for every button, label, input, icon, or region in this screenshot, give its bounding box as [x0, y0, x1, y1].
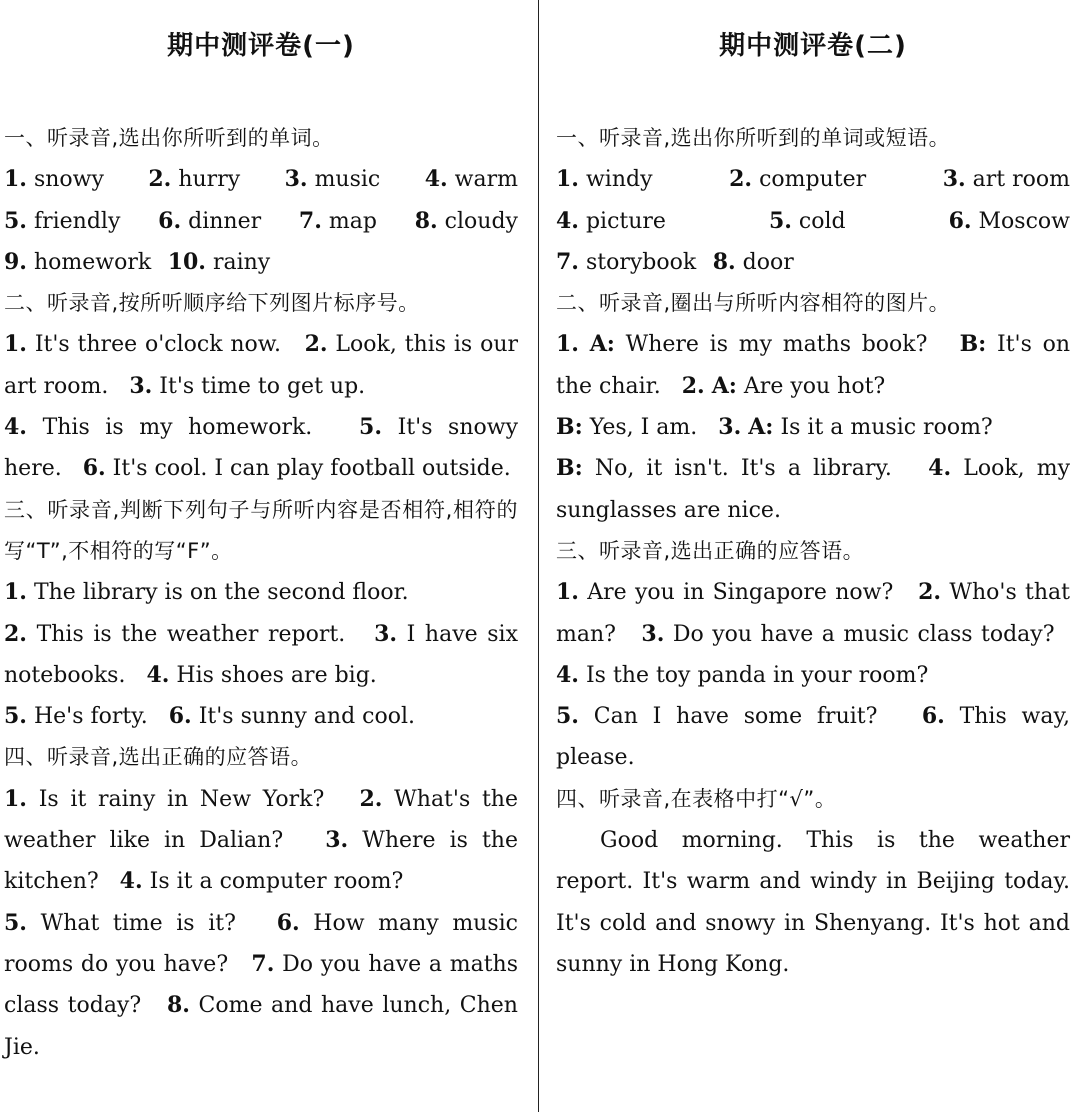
word: homework	[33, 249, 152, 275]
item-number: 5.	[556, 703, 579, 730]
sentence: It's on the chair.	[556, 332, 1070, 399]
sentence: Do you have a maths class today?	[4, 951, 518, 1019]
item-number: 3.	[374, 620, 398, 647]
word: computer	[759, 167, 867, 193]
sentence: This is the weather report.	[36, 621, 346, 647]
sentence: Who's that man?	[556, 580, 1071, 647]
weather-report-passage: Good morning. This is the weather report. It's warm and windy in Beijing today. It's cold and snowy in Shenyang. It's hot and sunny in Hong Kong.	[556, 828, 1070, 977]
right-section-2-heading: 二、听录音,圈出与所听内容相符的图片。	[556, 291, 951, 316]
item-number: 6.	[168, 703, 192, 730]
left-column	[0, 0, 530, 1112]
item-number: 5.	[359, 414, 383, 441]
item-number: 3.	[718, 414, 742, 441]
sentence: No, it isn't. It's a library.	[594, 456, 892, 482]
right-section-3-heading: 三、听录音,选出正确的应答语。	[556, 538, 865, 563]
sentence: It's sunny and cool.	[198, 704, 415, 730]
sentence: Is it a computer room?	[149, 869, 404, 895]
item-number: 2.	[4, 620, 27, 647]
word: Moscow	[978, 208, 1070, 234]
item-number: 6.	[158, 207, 182, 234]
speaker-a: A:	[748, 414, 774, 441]
sentence: This is my homework.	[42, 415, 313, 441]
item-number: 4.	[424, 166, 448, 193]
word: cold	[798, 208, 846, 234]
right-s2-paragraph	[556, 324, 1070, 530]
sentence: It's three o'clock now.	[34, 332, 282, 358]
sentence: It's snowy here.	[4, 415, 519, 482]
item-number: 1.	[4, 579, 27, 606]
item-number: 4.	[119, 868, 143, 895]
sentence: It's time to get up.	[159, 373, 366, 399]
sentence: He's forty.	[33, 704, 148, 730]
word: snowy	[33, 167, 104, 193]
item-number: 8.	[414, 207, 438, 234]
left-s1-row-1	[4, 159, 518, 200]
word: music	[314, 167, 381, 193]
speaker-a: A:	[589, 331, 615, 358]
item-number: 5.	[768, 207, 792, 234]
sentence: Look, my sunglasses are nice.	[556, 456, 1071, 523]
item-number: 7.	[556, 248, 579, 275]
item-number: 2.	[681, 372, 705, 399]
item-number: 6.	[82, 455, 106, 482]
right-s1-row-3	[556, 242, 1070, 283]
item-number: 5.	[4, 207, 27, 234]
sentence: It's cool. I can play football outside.	[112, 456, 511, 482]
sentence: How many music rooms do you have?	[4, 910, 518, 977]
left-s4-paragraph	[4, 779, 518, 1068]
item-number: 6.	[276, 909, 300, 936]
item-number: 4.	[928, 455, 952, 482]
item-number: 1.	[4, 331, 27, 358]
item-number: 3.	[284, 166, 308, 193]
speaker-b: B:	[556, 414, 583, 441]
sentence: The library is on the second floor.	[33, 580, 409, 606]
item-number: 1.	[4, 785, 27, 812]
sentence: Look, this is our art room.	[4, 332, 519, 399]
sentence: Yes, I am.	[589, 415, 698, 441]
item-number: 3.	[129, 372, 153, 399]
item-number: 1.	[556, 331, 579, 358]
item-number: 2.	[148, 166, 172, 193]
word: dinner	[188, 208, 262, 234]
item-number: 3.	[641, 620, 665, 647]
sentence: Where is my maths book?	[625, 332, 928, 358]
column-divider	[538, 0, 539, 1112]
sentence: Is it a music room?	[780, 415, 993, 441]
sentence: Where is the kitchen?	[4, 828, 518, 895]
sentence: Can I have some fruit?	[593, 704, 878, 730]
item-number: 7.	[298, 207, 322, 234]
word: warm	[454, 167, 518, 193]
item-number: 8.	[166, 992, 190, 1019]
item-number: 10.	[167, 248, 206, 275]
item-number: 3.	[942, 166, 966, 193]
left-section-3-heading: 三、听录音,判断下列句子与所听内容是否相符,相符的写“T”,不相符的写“F”。	[4, 497, 518, 563]
speaker-b: B:	[556, 455, 583, 482]
left-section-2-heading: 二、听录音,按所听顺序给下列图片标序号。	[4, 291, 420, 316]
left-title: 期中测评卷(一)	[167, 31, 355, 61]
word: cloudy	[444, 208, 518, 234]
left-s2-paragraph	[4, 324, 518, 489]
left-s1-row-3	[4, 242, 518, 283]
word: door	[742, 249, 794, 275]
item-number: 2.	[918, 579, 942, 606]
item-number: 1.	[556, 579, 579, 606]
sentence: Is it rainy in New York?	[38, 786, 325, 812]
left-section-1-heading: 一、听录音,选出你所听到的单词。	[4, 126, 334, 150]
item-number: 2.	[729, 166, 753, 193]
sentence: His shoes are big.	[176, 662, 377, 688]
item-number: 7.	[251, 950, 275, 977]
item-number: 5.	[4, 703, 27, 730]
word: rainy	[212, 249, 271, 275]
speaker-b: B:	[959, 331, 987, 358]
item-number: 5.	[4, 909, 27, 936]
sentence: Is the toy panda in your room?	[585, 662, 929, 688]
item-number: 4.	[556, 207, 579, 234]
item-number: 6.	[948, 207, 972, 234]
item-number: 4.	[556, 661, 579, 688]
right-title: 期中测评卷(二)	[719, 31, 907, 61]
item-number: 4.	[146, 661, 170, 688]
word: hurry	[178, 167, 241, 193]
sentence: I have six notebooks.	[4, 621, 519, 688]
sentence: This way, please.	[556, 704, 1070, 771]
left-section-4-heading: 四、听录音,选出正确的应答语。	[4, 745, 313, 770]
item-number: 2.	[359, 785, 383, 812]
sentence: What's the weather like in Dalian?	[4, 786, 518, 854]
left-s1-row-2	[4, 201, 518, 242]
sentence: What time is it?	[40, 910, 236, 936]
word: picture	[585, 208, 666, 234]
sentence: Are you hot?	[743, 373, 886, 399]
item-number: 2.	[304, 331, 328, 358]
right-section-4-heading: 四、听录音,在表格中打“√”。	[556, 786, 837, 811]
word: map	[328, 208, 377, 234]
right-s1-row-1	[556, 159, 1070, 200]
sentence: Come and have lunch, Chen Jie.	[4, 993, 518, 1060]
item-number: 6.	[921, 703, 945, 730]
sentence: Do you have a music class today?	[672, 621, 1055, 647]
item-number: 4.	[4, 414, 27, 441]
speaker-a: A:	[711, 372, 737, 399]
word: art room	[972, 167, 1070, 193]
item-number: 1.	[4, 166, 27, 193]
item-number: 1.	[556, 166, 579, 193]
sentence: Are you in Singapore now?	[587, 580, 894, 606]
word: windy	[585, 167, 653, 193]
word: storybook	[585, 249, 697, 275]
right-section-1-heading: 一、听录音,选出你所听到的单词或短语。	[556, 126, 951, 150]
right-s3-paragraph	[556, 572, 1070, 778]
right-column	[552, 0, 1078, 1112]
item-number: 3.	[325, 827, 349, 854]
right-s1-row-2	[556, 201, 1070, 242]
left-s3-paragraph	[4, 572, 518, 737]
item-number: 8.	[712, 248, 736, 275]
item-number: 9.	[4, 248, 27, 275]
word: friendly	[33, 208, 121, 234]
